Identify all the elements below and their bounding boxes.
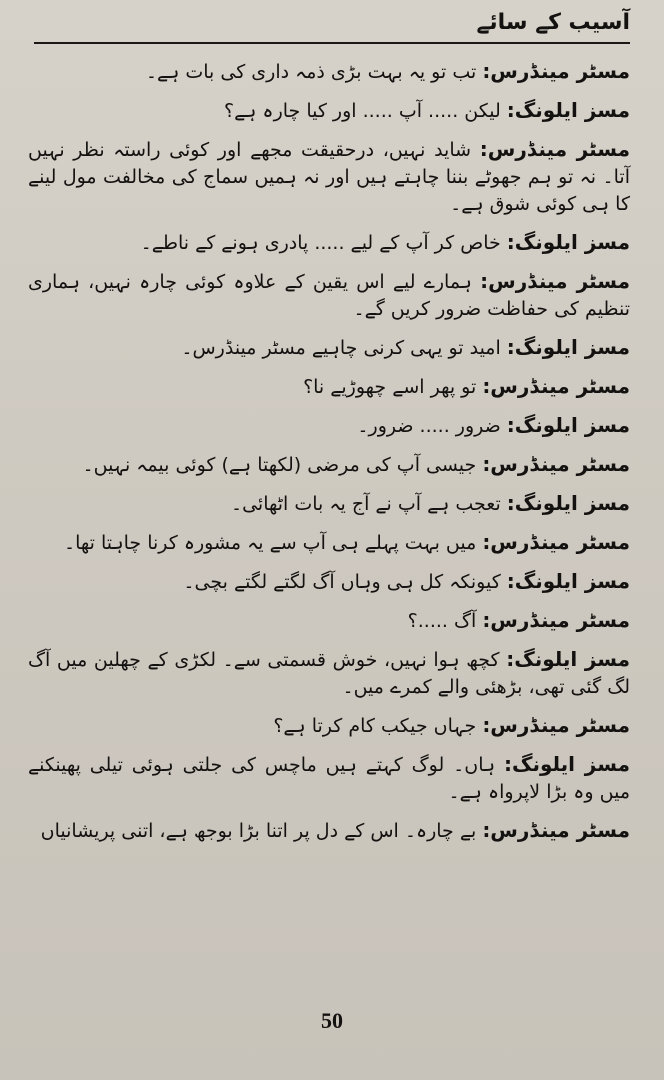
speaker-label: مسز ایلونگ: (506, 491, 630, 515)
dialogue-line (28, 640, 630, 706)
dialogue-line (28, 52, 630, 91)
speaker-label: مسز ایلونگ: (506, 647, 631, 671)
dialogue-text: کیونکہ کل ہی وہاں آگ لگتے لگتے بچی۔ (183, 571, 507, 593)
dialogue-line (28, 223, 630, 262)
dialogue-line (28, 91, 630, 130)
dialogue-line (28, 484, 630, 523)
speaker-label: مسٹر مینڈرس: (482, 374, 630, 398)
dialogue-text: ضرور ..... ضرور۔ (357, 415, 507, 437)
dialogue-text: تعجب ہے آپ نے آج یہ بات اٹھائی۔ (230, 493, 507, 515)
dialogue-line (28, 523, 630, 562)
dialogue-line (28, 406, 630, 445)
dialogue-text: بے چارہ۔ اس کے دل پر اتنا بڑا بوجھ ہے، اتنی پریشانیاں (40, 820, 483, 842)
dialogue-line (28, 745, 630, 811)
speaker-label: مسٹر مینڈرس: (482, 818, 630, 842)
speaker-label: مسز ایلونگ: (506, 335, 630, 359)
speaker-label: مسٹر مینڈرس: (482, 713, 630, 737)
speaker-label: مسٹر مینڈرس: (482, 608, 630, 632)
dialogue-text: ہمارے لیے اس یقین کے علاوہ کوئی چارہ نہیں، ہماری تنظیم کی حفاظت ضرور کریں گے۔ (28, 271, 630, 320)
dialogue-text: تو پھر اسے چھوڑیے نا؟ (303, 376, 483, 398)
speaker-label: مسز ایلونگ: (503, 752, 630, 776)
speaker-label: مسز ایلونگ: (506, 98, 630, 122)
speaker-label: مسز ایلونگ: (506, 230, 630, 254)
dialogue-line (28, 811, 630, 850)
dialogue-text: لیکن ..... آپ ..... اور کیا چارہ ہے؟ (224, 100, 507, 122)
dialogue-text: ہاں۔ لوگ کہتے ہیں ماچس کی جلتی ہوئی تیلی پھینکنے میں وہ بڑا لاپرواہ ہے۔ (28, 754, 630, 803)
running-title: آسیب کے سائے (476, 10, 630, 35)
speaker-label: مسٹر مینڈرس: (480, 269, 630, 293)
dialogue-line (28, 601, 630, 640)
speaker-label: مسٹر مینڈرس: (482, 452, 630, 476)
speaker-label: مسز ایلونگ: (506, 413, 630, 437)
dialogue-line (28, 262, 630, 328)
dialogue-line (28, 130, 630, 223)
dialogue-text: جہاں جیکب کام کرتا ہے؟ (273, 715, 483, 737)
dialogue-body (28, 52, 630, 850)
speaker-label: مسٹر مینڈرس: (482, 530, 630, 554)
dialogue-line (28, 706, 630, 745)
speaker-label: مسز ایلونگ: (506, 569, 630, 593)
dialogue-text: امید تو یہی کرنی چاہیے مسٹر مینڈرس۔ (181, 337, 507, 359)
dialogue-text: کچھ ہوا نہیں، خوش قسمتی سے۔ لکڑی کے چھلین میں آگ لگ گئی تھی، بڑھئی والے کمرے میں۔ (28, 649, 630, 698)
dialogue-line (28, 328, 630, 367)
dialogue-text: خاص کر آپ کے لیے ..... پادری ہونے کے ناطے۔ (140, 232, 507, 254)
page-number: 50 (321, 1008, 343, 1033)
dialogue-text: تب تو یہ بہت بڑی ذمہ داری کی بات ہے۔ (145, 61, 483, 83)
dialogue-text: آگ .....؟ (407, 610, 483, 632)
page-header (34, 8, 630, 44)
speaker-label: مسٹر مینڈرس: (482, 59, 630, 83)
dialogue-line (28, 367, 630, 406)
dialogue-text: شاید نہیں، درحقیقت مجھے اور کوئی راستہ نظر نہیں آتا۔ نہ تو ہم جھوٹے بننا چاہتے ہیں اور نہ ہمیں سماج کی مخالفت مول لینے کا ہی کوئی شوق ہے۔ (28, 139, 630, 215)
speaker-label: مسٹر مینڈرس: (479, 137, 631, 161)
dialogue-text: میں بہت پہلے ہی آپ سے یہ مشورہ کرنا چاہتا تھا۔ (63, 532, 483, 554)
dialogue-line (28, 445, 630, 484)
dialogue-text: جیسی آپ کی مرضی (لکھتا ہے) کوئی بیمہ نہیں۔ (82, 454, 483, 476)
dialogue-line (28, 562, 630, 601)
